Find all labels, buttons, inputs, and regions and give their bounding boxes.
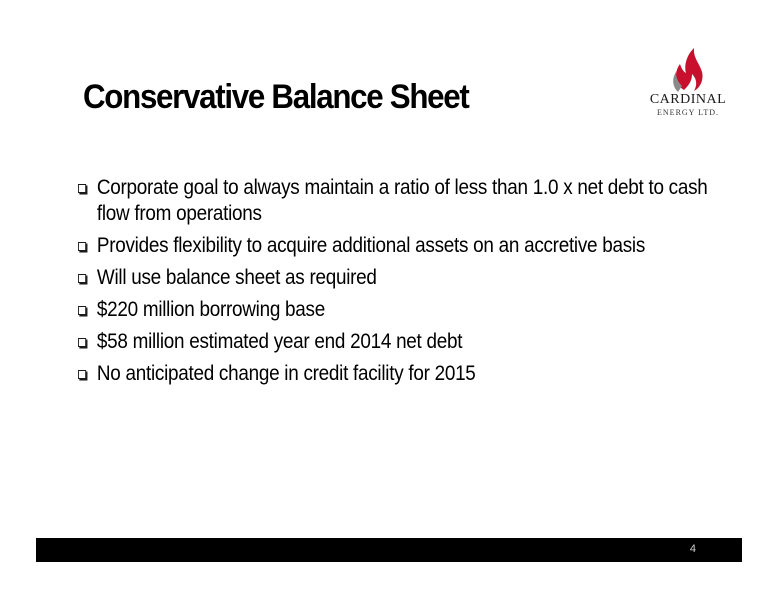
flame-icon	[670, 46, 710, 94]
bullet-text: No anticipated change in credit facility for 2015	[96, 362, 476, 385]
bullet-text: Will use balance sheet as required	[96, 266, 377, 289]
logo-name: CARDINAL	[649, 92, 727, 107]
square-bullet-icon	[78, 242, 86, 251]
square-bullet-icon	[78, 306, 86, 315]
square-bullet-icon	[78, 370, 86, 379]
bullet-list	[78, 175, 718, 393]
bullet-text: Provides flexibility to acquire additional assets on an accretive basis	[96, 234, 646, 257]
bullet-item	[78, 361, 727, 387]
footer-bar	[36, 538, 742, 562]
bullet-item	[78, 297, 727, 323]
bullet-item	[78, 329, 727, 355]
bullet-text: $58 million estimated year end 2014 net debt	[96, 330, 463, 353]
page-number: 4	[689, 543, 696, 555]
bullet-item	[78, 233, 727, 259]
bullet-item	[78, 175, 727, 227]
bullet-item	[78, 265, 727, 291]
bullet-text: Corporate goal to always maintain a ratio of less than 1.0 x net debt to cash flow from operations	[96, 176, 708, 225]
square-bullet-icon	[78, 338, 86, 347]
bullet-text: $220 million borrowing base	[96, 298, 325, 321]
company-logo	[628, 44, 748, 134]
square-bullet-icon	[78, 274, 86, 283]
slide-title: Conservative Balance Sheet	[83, 78, 469, 116]
logo-subtitle: ENERGY LTD.	[657, 108, 719, 117]
square-bullet-icon	[78, 184, 86, 193]
